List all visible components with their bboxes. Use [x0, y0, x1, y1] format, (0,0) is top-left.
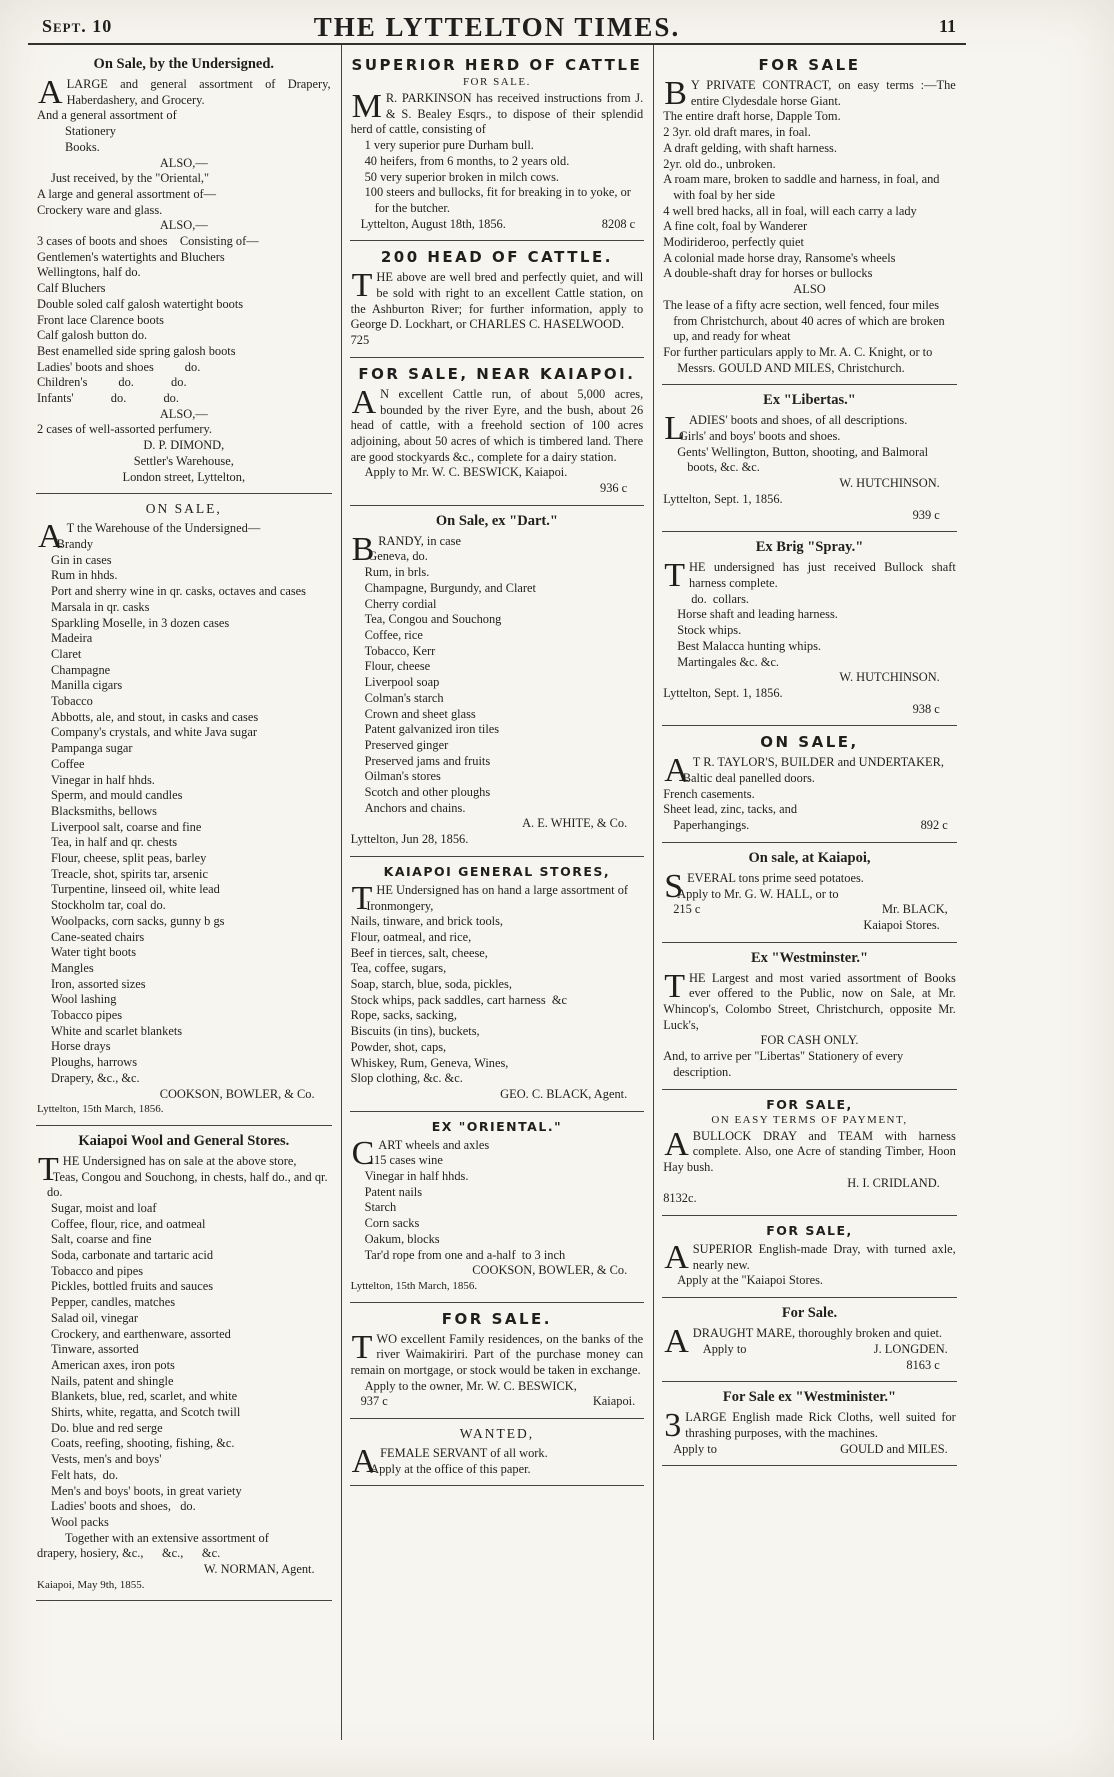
ad-line: For further particulars apply to Mr. A. C. Knight, or to	[663, 344, 933, 359]
ad-line: Geneva, do.	[368, 549, 428, 564]
ad-line: Lyttelton, Jun 28, 1856.	[350, 832, 469, 847]
drop-cap: 3	[664, 1407, 682, 1445]
paragraph-text: N excellent Cattle run, of about 5,000 acres, bounded by the river Eyre, and the bush, about 26 head of cattle, with a freehold section of 100 acres adjoining, about 50 acres of which is timbered land. There are good stockyards &c., complete for a dairy station.	[350, 386, 644, 464]
paragraph-text: HE undersigned has just received Bullock shaft harness complete.	[688, 560, 956, 590]
ad-line-split	[351, 217, 644, 233]
ad-line: Men's and boys' boots, in great variety	[51, 1483, 242, 1498]
page-content	[28, 0, 966, 1740]
ad-line: Tobacco, Kerr	[364, 643, 436, 658]
paragraph-text: RANDY, in case	[378, 533, 461, 548]
paragraph-text: FEMALE SERVANT of all work.	[380, 1446, 548, 1461]
paragraph-text: SUPERIOR English-made Dray, with turned axle, nearly new.	[692, 1242, 956, 1272]
ad-heading: For Sale ex "Westminister."	[722, 1389, 897, 1406]
ad-line: Scotch and other ploughs	[364, 785, 491, 800]
ad-line: 4 well bred hacks, all in foal, will each carry a lady	[663, 203, 917, 218]
ad-line: 936 c	[600, 481, 628, 496]
advertisement	[36, 1126, 332, 1601]
ad-line-split	[693, 1342, 956, 1358]
ad-line: 8132c.	[663, 1191, 697, 1206]
drop-cap: B	[664, 75, 687, 112]
advertisement	[662, 385, 957, 532]
ad-line: ALSO,—	[159, 406, 208, 421]
ad-line: Rope, sacks, sacking,	[350, 1008, 457, 1023]
ad-line: Champagne, Burgundy, and Claret	[364, 580, 536, 595]
ad-line: Apply to Mr. G. W. HALL, or to	[677, 886, 839, 901]
ad-line: Preserved jams and fruits	[364, 753, 491, 768]
ad-paragraph	[350, 1328, 644, 1379]
ad-heading: Ex "Libertas."	[763, 392, 856, 409]
drop-cap: A	[664, 1125, 689, 1163]
ad-line: And a general assortment of	[37, 108, 177, 123]
ad-line: 2 3yr. old draft mares, in foal.	[663, 125, 811, 140]
ad-line: A double-shaft dray for horses or bullocks	[663, 266, 873, 281]
advertisement	[662, 1298, 957, 1382]
ad-line: ALSO,—	[159, 218, 208, 233]
ad-line: Patent nails	[364, 1184, 423, 1199]
ad-heading: Ex Brig "Spray."	[755, 539, 864, 556]
drop-cap: C	[351, 1134, 375, 1172]
ad-line: Brandy	[56, 536, 94, 551]
ad-line: Ploughs, harrows	[51, 1055, 138, 1070]
ad-line: Soap, starch, blue, soda, pickles,	[350, 977, 512, 992]
ad-line: 100 steers and bullocks, fit for breaking in to yoke, or for the butcher.	[364, 185, 635, 215]
ad-line: London street, Lyttelton,	[122, 469, 246, 484]
ad-line: Baltic deal panelled doors.	[682, 771, 815, 786]
ad-line: Kaiapoi, May 9th, 1855.	[37, 1578, 145, 1591]
ad-line: Books.	[65, 139, 100, 154]
advertisement	[662, 843, 957, 943]
ad-line: 40 heifers, from 6 months, to 2 years old.	[364, 153, 570, 168]
ad-heading: Kaiapoi Wool and General Stores.	[78, 1132, 290, 1149]
ad-line: Lyttelton, Sept. 1, 1856.	[663, 685, 783, 700]
ad-line: Marsala in qr. casks	[51, 599, 150, 614]
ad-line: A draft gelding, with shaft harness.	[663, 140, 837, 155]
ad-heading: KAIAPOI GENERAL STORES,	[383, 863, 611, 879]
ad-line: Just received, by the "Oriental,"	[51, 171, 210, 186]
ad-paragraph	[350, 88, 644, 138]
drop-cap: T	[351, 267, 373, 305]
ad-line: Powder, shot, caps,	[350, 1039, 447, 1054]
ad-line: Ladies' boots and shoes, do.	[51, 1499, 196, 1514]
ad-line: Gents' Wellington, Button, shooting, and Balmoral boots, &c. &c.	[677, 444, 932, 475]
ad-line: Liverpool soap	[364, 675, 440, 690]
ad-line: Wellingtons, half do.	[37, 265, 141, 280]
ad-line: French casements.	[663, 786, 755, 801]
ad-line: Sugar, moist and loaf	[51, 1200, 157, 1215]
ad-line: ALSO	[793, 282, 826, 297]
drop-cap: A	[351, 383, 377, 421]
ad-line: Cherry cordial	[364, 596, 437, 611]
ad-line: A fine colt, foal by Wanderer	[663, 219, 808, 234]
ad-line: Rum, in brls.	[364, 565, 430, 580]
ad-line: Messrs. GOULD AND MILES, Christchurch.	[677, 360, 905, 375]
ad-line: Madeira	[51, 631, 93, 646]
ad-line: Vests, men's and boys'	[51, 1452, 162, 1467]
ad-line: 939 c	[912, 507, 940, 522]
ad-heading: FOR SALE,	[766, 1096, 853, 1112]
ad-heading: FOR SALE, NEAR KAIAPOI.	[358, 364, 636, 383]
ad-line: Coffee	[51, 756, 85, 771]
ad-paragraph	[37, 74, 331, 111]
ad-line: Tea, in half and qr. chests	[51, 835, 178, 850]
ad-paragraph	[663, 1239, 956, 1277]
ad-line: A colonial made horse dray, Ransome's wheels	[663, 250, 896, 265]
ad-line: Apply to the owner, Mr. W. C. BESWICK,	[364, 1378, 577, 1393]
drop-cap: T	[664, 967, 685, 1005]
ad-line: Lyttelton, Sept. 1, 1856.	[663, 491, 783, 506]
split-right: J. LONGDEN.	[873, 1341, 948, 1356]
ad-line: Preserved ginger	[364, 737, 449, 752]
drop-cap: A	[38, 74, 63, 111]
ad-line: Mangles	[51, 960, 94, 975]
drop-cap: A	[664, 1323, 689, 1361]
ad-line: 2yr. old do., unbroken.	[663, 156, 776, 171]
drop-cap: A	[664, 752, 689, 790]
ad-line: Coats, reefing, shooting, fishing, &c.	[51, 1436, 235, 1451]
ad-line: Gin in cases	[51, 552, 112, 567]
advertisement	[662, 49, 957, 385]
ad-line: Blankets, blue, red, scarlet, and white	[51, 1389, 238, 1404]
ad-line: Shirts, white, regatta, and Scotch twill	[51, 1405, 241, 1420]
advertisement	[662, 1216, 957, 1298]
ad-line: Water tight boots	[51, 945, 137, 960]
ad-line: Port and sherry wine in qr. casks, octaves and cases	[51, 584, 306, 599]
advertisement	[350, 506, 645, 857]
ad-line: Wool lashing	[51, 992, 117, 1007]
ad-heading: For Sale.	[781, 1305, 838, 1322]
ad-line: W. HUTCHINSON.	[839, 670, 940, 685]
ad-line: Claret	[51, 646, 82, 661]
ad-heading: ON SALE,	[760, 733, 859, 752]
paragraph-text: HE Largest and most varied assortment of Books ever offered to the Public, now on Sale, at Mr. Whincop's, Colombo Street, Christchurch, opposite Mr. Luck's,	[663, 970, 956, 1032]
ad-line: 115 cases wine	[368, 1153, 443, 1168]
ad-line: Stockholm tar, coal do.	[51, 898, 166, 913]
ad-line: Drapery, &c., &c.	[51, 1070, 140, 1085]
paragraph-text: T R. TAYLOR'S, BUILDER and UNDERTAKER,	[692, 755, 944, 770]
ad-line: Coffee, flour, rice, and oatmeal	[51, 1216, 206, 1231]
advertisement	[350, 1303, 645, 1420]
columns-container	[28, 45, 966, 1740]
drop-cap: M	[351, 88, 382, 125]
paragraph-text: LARGE and general assortment of Drapery, Haberdashery, and Grocery.	[66, 77, 331, 107]
ad-line: Calf Bluchers	[37, 281, 106, 296]
ad-line: do. collars.	[691, 591, 749, 606]
ad-line: 2 cases of well-assorted perfumery.	[37, 422, 213, 437]
ad-heading: On Sale, ex "Dart."	[435, 512, 558, 529]
split-left: Lyttelton, August 18th, 1856.	[360, 216, 506, 231]
ad-line: Apply at the "Kaiapoi Stores.	[677, 1273, 823, 1288]
ad-line: Kaiapoi Stores.	[863, 917, 940, 932]
ad-line: 50 very superior broken in milch cows.	[364, 169, 560, 184]
ad-line: 8163 c	[906, 1357, 940, 1372]
ad-line: Apply to Mr. W. C. BESWICK, Kaiapoi.	[364, 465, 568, 480]
ad-line: ALSO,—	[159, 155, 208, 170]
advertisement	[36, 494, 332, 1126]
ad-line: drapery, hosiery, &c., &c., &c.	[37, 1546, 221, 1561]
ad-line: Beef in tierces, salt, cheese,	[350, 945, 488, 960]
ad-line: W. HUTCHINSON.	[839, 476, 940, 491]
drop-cap: L	[664, 410, 685, 448]
advertisement	[662, 726, 957, 843]
ad-line: Martingales &c. &c.	[677, 654, 780, 669]
ad-line: Flour, cheese, split peas, barley	[51, 851, 207, 866]
ad-line: Tea, Congou and Souchong	[364, 612, 502, 627]
split-right: Kaiapoi.	[592, 1394, 636, 1409]
ad-line: Patent galvanized iron tiles	[364, 722, 500, 737]
paragraph-text: ART wheels and axles	[378, 1137, 490, 1152]
ad-line: Pepper, candles, matches	[51, 1295, 176, 1310]
ad-line: 3 cases of boots and shoes Consisting of—	[37, 234, 259, 249]
drop-cap: A	[351, 1443, 377, 1481]
split-left: 215 c	[673, 902, 701, 917]
ad-line: Gentlemen's watertights and Bluchers	[37, 249, 225, 264]
ad-line: Oakum, blocks	[364, 1231, 440, 1246]
split-right: GOULD and MILES.	[840, 1441, 948, 1456]
ad-line: Lyttelton, 15th March, 1856.	[37, 1103, 164, 1116]
ad-line: Tobacco pipes	[51, 1008, 123, 1023]
ad-line: Abbotts, ale, and stout, in casks and cases	[51, 709, 259, 724]
ad-paragraph	[350, 267, 644, 333]
ad-line: COOKSON, BOWLER, & Co.	[472, 1263, 628, 1278]
ad-line: And, to arrive per "Libertas" Stationery of every description.	[663, 1049, 907, 1079]
ad-line: 1 very superior pure Durham bull.	[364, 138, 534, 153]
ad-line: Do. blue and red serge	[51, 1420, 163, 1435]
column-3	[653, 45, 966, 1740]
drop-cap: B	[351, 530, 375, 568]
paragraph-text: R. PARKINSON has received instructions from J. & S. Bealey Esqrs., to dispose of their splendid herd of cattle, consisting of	[350, 91, 644, 137]
ad-heading: WANTED,	[459, 1426, 535, 1442]
ad-heading: SUPERIOR HERD OF CATTLE	[351, 56, 643, 74]
ad-line: Children's do. do.	[37, 375, 187, 390]
ad-paragraph	[663, 75, 956, 112]
ad-line: Crown and sheet glass	[364, 706, 476, 721]
paragraph-text: WO excellent Family residences, on the banks of the river Waimakiriri. Part of the purchase money can remain on mortgage, or stock would be taken in exchange.	[350, 1331, 644, 1377]
ad-line: Flour, oatmeal, and rice,	[350, 929, 472, 944]
ad-line: Best Malacca hunting whips.	[677, 638, 822, 653]
ad-line: Pickles, bottled fruits and sauces	[51, 1279, 214, 1294]
ad-line: Stock whips, pack saddles, cart harness &c	[350, 992, 568, 1007]
ad-line: Biscuits (in tins), buckets,	[350, 1024, 480, 1039]
paragraph-text: LARGE English made Rick Cloths, well suited for thrashing purposes, with the machines.	[685, 1410, 956, 1440]
split-left: 937 c	[360, 1394, 388, 1409]
paper-title: THE LYTTELTON TIMES.	[313, 12, 681, 42]
ad-line: Sparkling Moselle, in 3 dozen cases	[51, 615, 230, 630]
ad-line: Company's crystals, and white Java sugar	[51, 725, 257, 740]
ad-line: White and scarlet blankets	[51, 1023, 183, 1038]
drop-cap: T	[38, 1150, 59, 1188]
ad-line: W. NORMAN, Agent.	[203, 1562, 315, 1577]
ad-line: Apply at the office of this paper.	[370, 1461, 531, 1476]
split-left: Apply to	[702, 1341, 747, 1356]
ad-line: Wool packs	[51, 1514, 109, 1529]
ad-line-split	[663, 1442, 956, 1458]
ad-heading: On sale, at Kaiapoi,	[748, 849, 871, 866]
column-1	[28, 45, 341, 1740]
ad-paragraph	[663, 1125, 956, 1176]
ad-line: Salt, coarse and fine	[51, 1232, 152, 1247]
advertisement	[350, 1419, 645, 1486]
ad-line: COOKSON, BOWLER, & Co.	[159, 1086, 315, 1101]
split-right: Mr. BLACK,	[882, 902, 948, 917]
ad-line: Rum in hhds.	[51, 568, 118, 583]
ad-line: Liverpool salt, coarse and fine	[51, 819, 202, 834]
ad-line: Nails, tinware, and brick tools,	[350, 914, 504, 929]
ad-line: Front lace Clarence boots	[37, 312, 164, 327]
paragraph-text: DRAUGHT MARE, thoroughly broken and quiet.	[692, 1326, 943, 1341]
ad-line: Champagne	[51, 662, 111, 677]
paragraph-text: HE Undersigned has on hand a large assortment of	[376, 882, 629, 897]
ad-line: Settler's Warehouse,	[133, 453, 234, 468]
ad-paragraph	[350, 383, 644, 466]
ad-line: Nails, patent and shingle	[51, 1373, 174, 1388]
ad-line: Crockery, and earthenware, assorted	[51, 1326, 231, 1341]
advertisement	[350, 1112, 645, 1303]
ad-line: Lyttelton, 15th March, 1856.	[350, 1280, 478, 1292]
page-number: 11	[938, 16, 956, 36]
ad-line: Pampanga sugar	[51, 741, 133, 756]
ad-line: Felt hats, do.	[51, 1467, 119, 1482]
split-left: Paperhangings.	[673, 818, 750, 833]
ad-line: Flour, cheese	[364, 659, 431, 674]
ad-heading: On Sale, by the Undersigned.	[93, 56, 275, 72]
advertisement	[662, 532, 957, 726]
ad-line: Teas, Congou and Souchong, in chests, half do., and qr. do.	[47, 1169, 331, 1200]
ad-heading: ON EASY TERMS OF PAYMENT,	[711, 1113, 908, 1126]
ad-line: Vinegar in half hhds.	[364, 1169, 469, 1184]
paragraph-text: ADIES' boots and shoes, of all descriptions.	[688, 413, 908, 428]
ad-line-split	[663, 818, 956, 834]
ad-line: Soda, carbonate and tartaric acid	[51, 1248, 214, 1263]
ad-line: The lease of a fifty acre section, well fenced, four miles from Christchurch, about 40 acres of which are broken up, and ready for wheat	[663, 297, 948, 344]
ad-heading: ON SALE,	[145, 501, 222, 517]
drop-cap: A	[38, 518, 63, 556]
ad-line: Slop clothing, &c. &c.	[350, 1071, 463, 1086]
ad-paragraph	[663, 967, 956, 1034]
ad-line-split	[663, 902, 956, 918]
ad-line: Infants' do. do.	[37, 391, 179, 406]
ad-line: Tobacco and pipes	[51, 1263, 144, 1278]
ad-line: Tea, coffee, sugars,	[350, 961, 447, 976]
ad-line: Stationery	[65, 124, 116, 139]
ad-line: Turpentine, linseed oil, white lead	[51, 882, 220, 897]
ad-heading: FOR SALE.	[441, 1309, 552, 1328]
drop-cap: A	[664, 1239, 689, 1277]
ad-line: Together with an extensive assortment of	[65, 1530, 269, 1545]
paragraph-text: BULLOCK DRAY and TEAM with harness complete. Also, one Acre of standing Timber, Hoon Hay bush.	[663, 1128, 956, 1174]
ad-line: American axes, iron pots	[51, 1357, 175, 1372]
ad-line: H. I. CRIDLAND.	[847, 1175, 940, 1190]
ad-line: Blacksmiths, bellows	[51, 803, 158, 818]
column-2	[341, 45, 654, 1740]
advertisement	[662, 1382, 957, 1466]
ad-line: Corn sacks	[364, 1216, 420, 1231]
ad-line: Ladies' boots and shoes do.	[37, 359, 201, 374]
ad-line: Starch	[364, 1200, 397, 1215]
advertisement	[36, 49, 332, 494]
ad-line: Anchors and chains.	[364, 800, 466, 815]
ad-line: Modirideroo, perfectly quiet	[663, 235, 804, 250]
ad-paragraph	[663, 557, 956, 595]
ad-line: Tar'd rope from one and a-half to 3 inch	[364, 1247, 566, 1262]
ad-line: FOR CASH ONLY.	[760, 1033, 859, 1048]
ad-line: 725	[350, 333, 370, 348]
ad-line: 938 c	[912, 701, 940, 716]
drop-cap: S	[664, 867, 684, 905]
advertisement	[350, 358, 645, 506]
split-left: Apply to	[673, 1441, 717, 1456]
paragraph-text: HE above are well bred and perfectly quiet, and will be sold with right to an excellent Cattle station, on the Ashburton River; for further information, apply to George D. Lockhart, or CHARLES C. HASELWOOD.	[350, 270, 644, 332]
paragraph-text: EVERAL tons prime seed potatoes.	[687, 870, 864, 885]
ad-line: Sperm, and mould candles	[51, 788, 183, 803]
ad-line: The entire draft horse, Dapple Tom.	[663, 109, 841, 124]
ad-line: Horse drays	[51, 1039, 111, 1054]
ad-line: Calf galosh button do.	[37, 328, 148, 343]
advertisement	[662, 943, 957, 1090]
issue-date: Sept. 10	[42, 16, 113, 36]
ad-line: Tobacco	[51, 694, 93, 709]
ad-line: Sheet lead, zinc, tacks, and	[663, 802, 798, 817]
ad-line: Horse shaft and leading harness.	[677, 607, 838, 622]
ad-line: A. E. WHITE, & Co.	[522, 816, 628, 831]
ad-line: Treacle, shot, spirits tar, arsenic	[51, 866, 208, 881]
ad-heading: 200 HEAD OF CATTLE.	[380, 248, 613, 267]
ad-line: Salad oil, vinegar	[51, 1310, 139, 1325]
ad-line: Vinegar in half hhds.	[51, 772, 155, 787]
advertisement	[662, 1090, 957, 1217]
advertisement	[350, 857, 645, 1112]
advertisement	[350, 241, 645, 358]
ad-line: Stock whips.	[677, 623, 742, 638]
ad-line: Manilla cigars	[51, 678, 123, 693]
paragraph-text: HE Undersigned has on sale at the above store,	[62, 1153, 297, 1168]
ad-heading: FOR SALE,	[766, 1223, 853, 1239]
ad-line: Double soled calf galosh watertight boots	[37, 296, 244, 311]
drop-cap: T	[664, 557, 685, 595]
drop-cap: T	[351, 1328, 373, 1366]
ad-line: Tinware, assorted	[51, 1342, 139, 1357]
ad-line: D. P. DIMOND,	[143, 438, 225, 453]
paragraph-text: T the Warehouse of the Undersigned—	[66, 521, 261, 536]
split-right: 8208 c	[601, 216, 636, 231]
advertisement	[350, 49, 645, 241]
ad-line: Best enamelled side spring galosh boots	[37, 343, 236, 358]
ad-heading: Ex "Westminster."	[750, 949, 869, 966]
ad-line: Oilman's stores	[364, 769, 441, 784]
ad-line: Ironmongery,	[366, 898, 434, 913]
masthead	[28, 0, 966, 45]
ad-line: A large and general assortment of—	[37, 186, 217, 201]
ad-line-split	[351, 1394, 644, 1410]
ad-line: Woolpacks, corn sacks, gunny b gs	[51, 913, 225, 928]
ad-heading: EX "ORIENTAL."	[431, 1118, 563, 1134]
ad-line: Girls' and boys' boots and shoes.	[678, 429, 841, 444]
ad-heading: FOR SALE.	[462, 76, 531, 88]
ad-line: Iron, assorted sizes	[51, 976, 146, 991]
ad-line: A roam mare, broken to saddle and harness, in foal, and with foal by her side	[663, 172, 943, 202]
split-right: 892 c	[920, 818, 948, 833]
ad-line: Colman's starch	[364, 690, 444, 705]
ad-heading: FOR SALE	[758, 56, 861, 74]
ad-line: Whiskey, Rum, Geneva, Wines,	[350, 1055, 509, 1070]
ad-line: Crockery ware and glass.	[37, 202, 163, 217]
ad-paragraph	[663, 1407, 956, 1445]
drop-cap: T	[351, 879, 373, 917]
ad-line: Cane-seated chairs	[51, 929, 145, 944]
ad-line: Coffee, rice	[364, 627, 423, 642]
paragraph-text: Y PRIVATE CONTRACT, on easy terms :—The entire Clydesdale horse Giant.	[690, 78, 956, 108]
ad-line: GEO. C. BLACK, Agent.	[500, 1086, 628, 1101]
